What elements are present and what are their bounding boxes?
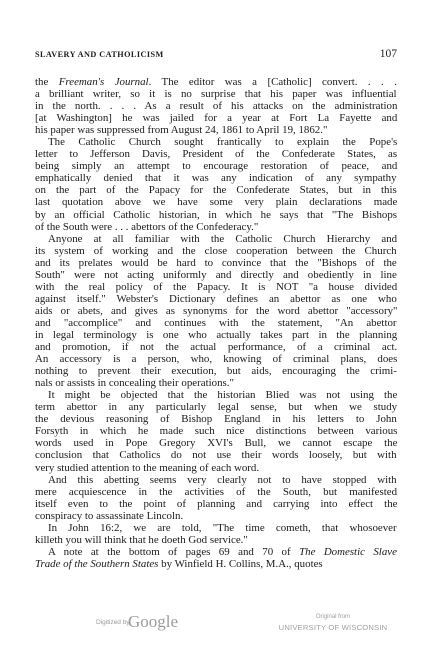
text-line: being simply an attempt to encourage restoration of peace, and	[35, 160, 398, 173]
text-line: And this abetting seems very clearly not to have stopped with	[48, 473, 397, 486]
text-line: letter to Jefferson Davis, President of the Confederate States, as	[35, 148, 398, 161]
text-line: on the part of the Papacy for the Confederate States, but in this	[35, 184, 397, 197]
digitized-by-label: Digitized by	[96, 619, 130, 626]
page-number: 107	[379, 48, 397, 60]
text-line: in the north. . . . As a result of his attacks on the administration	[35, 100, 398, 113]
text-line: a brilliant writer, so it is no surprise that his paper was influential	[35, 88, 397, 101]
text-line: nothing to prevent their execution, but aids, encouraging the crimi-	[35, 365, 397, 378]
paragraph	[35, 474, 397, 522]
text-line: [at Washington] he was jailed for a year at Fort La Fayette and	[35, 112, 398, 125]
text-line: itself even to the point of planning and carrying into effect the	[35, 497, 398, 510]
paragraph	[35, 136, 397, 232]
text-line: aids or abets, and gives as synonyms for the word abettor "accessory"	[35, 304, 398, 317]
text-line: killeth you will think that he doeth God service."	[35, 533, 248, 546]
text-line: and "accomplice" and continues with the statement, "An abettor	[35, 316, 397, 329]
text-line: and promotion, if not the actual performance, of a criminal act.	[35, 341, 398, 354]
body-text	[35, 76, 397, 570]
text-line: last quotation above we have some very plain declarations made	[35, 196, 398, 209]
text-line: words used in Pope Gregory XVI's Bull, we cannot escape the	[35, 437, 398, 450]
text-line: conclusion that Catholics do not use their words loosely, but with	[35, 449, 397, 462]
running-title: SLAVERY AND CATHOLICISM	[35, 50, 164, 59]
paragraph	[35, 522, 397, 546]
text-line: in legal terminology is one who actually takes part in the planning	[35, 328, 398, 341]
text-line: and its prelates would be hard to convince that the "Bishops of the	[35, 256, 397, 269]
text-line: emphatically denied that it was any indication of any sympathy	[35, 172, 397, 185]
text-line: of the South were . . . abettors of the Confederacy."	[35, 220, 259, 233]
paragraph	[35, 389, 397, 473]
text-line: conspiracy to assassinate Lincoln.	[35, 509, 184, 522]
text-line: by an official Catholic historian, in which he says that "The Bishops	[35, 208, 398, 221]
paragraph	[35, 233, 397, 390]
text-line: An accessory is a person, who, knowing of criminal plans, does	[35, 353, 398, 366]
text-line: very studied attention to the meaning of each word.	[35, 461, 260, 474]
paragraph	[35, 546, 397, 570]
text-line: Forsyth in which he made such nice distinctions between various	[35, 425, 398, 438]
original-from-label: Original from	[315, 614, 351, 620]
text-line: with the real policy of the Papacy. It is NOT "a house divided	[35, 280, 398, 293]
text-line: In John 16:2, we are told, "The time cometh, that whosoever	[48, 521, 397, 534]
library-name: UNIVERSITY OF WISCONSIN	[278, 623, 388, 632]
google-logo: Google	[128, 612, 179, 631]
text-line: his paper was suppressed from August 24, 1861 to April 19, 1862."	[35, 124, 328, 137]
text-line: A note at the bottom of pages 69 and 70 of The Domestic Slave	[48, 545, 397, 558]
scan-footer	[0, 612, 431, 642]
text-line: term abettor in any particularly legal sense, but when we study	[35, 401, 398, 414]
text-line: its system of working and the close cooperation between the Church	[35, 244, 397, 257]
text-line: against itself." Webster's Dictionary defines an abettor as one who	[35, 292, 397, 305]
text-line: South" were not acting uniformly and directly and obediently in line	[35, 268, 397, 281]
text-line: the Freeman's Journal. The editor was a [Catholic] convert. . . .	[35, 76, 397, 88]
text-line: nals or assists in concealing their operations."	[35, 377, 234, 390]
text-line: the devious reasoning of Bishop England in his letters to John	[35, 413, 397, 426]
text-line: It might be objected that the historian Blied was not using the	[48, 389, 398, 402]
text-line: The Catholic Church sought frantically to explain the Pope's	[48, 136, 398, 149]
text-line: Trade of the Southern States by Winfield H. Collins, M.A., quotes	[35, 557, 323, 570]
text-line: Anyone at all familiar with the Catholic Church Hierarchy and	[48, 232, 398, 245]
text-line: mere acquiescence in the activities of the South, but manifested	[35, 485, 398, 498]
running-head	[35, 50, 397, 64]
paragraph	[35, 76, 397, 136]
